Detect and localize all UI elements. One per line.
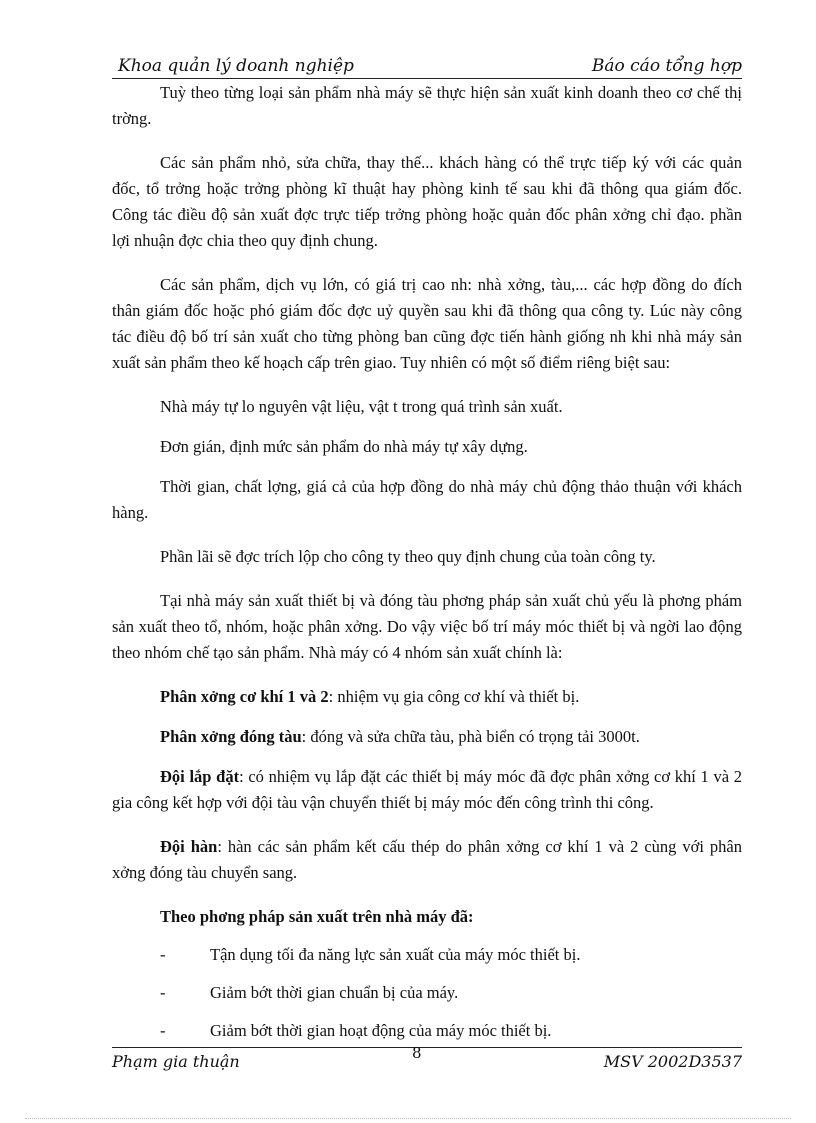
list-item (112, 1018, 742, 1044)
method-heading: Theo phơng pháp sản xuất trên nhà máy đã: (160, 907, 474, 926)
page-header (112, 54, 742, 79)
list-item (112, 942, 742, 968)
group-text: : nhiệm vụ gia công cơ khí và thiết bị. (328, 687, 580, 706)
bullet-dash: - (160, 945, 166, 964)
group-workshop-shipbuilding (112, 724, 742, 750)
page-footer (112, 1044, 742, 1074)
paragraph: Tại nhà máy sản xuất thiết bị và đóng tàu phơng pháp sản xuất chủ yếu là phơng phám sản xuất theo tổ, nhóm, hoặc phân xởng. Do vậy việc bố trí máy móc thiết bị và ngời lao động theo nhóm chế tạo sản phẩm. Nhà máy có 4 nhóm sản xuất chính là: (112, 591, 742, 662)
header-department: Khoa quản lý doanh nghiệp (118, 56, 354, 76)
group-text: : hàn các sản phẩm kết cấu thép do phân xởng cơ khí 1 và 2 cùng với phân xởng đóng tàu chuyển sang. (112, 837, 742, 882)
paragraph: Thời gian, chất lợng, giá cả của hợp đồng do nhà máy chủ động thảo thuận với khách hàng. (112, 477, 742, 522)
page-bottom-divider (25, 1118, 791, 1119)
bullet-dash: - (160, 1021, 166, 1040)
list-item (112, 980, 742, 1006)
paragraph: Phần lãi sẽ đợc trích lộp cho công ty theo quy định chung của toàn công ty. (160, 547, 656, 566)
page-number: 8 (412, 1044, 422, 1062)
paragraph: Đơn gián, định mức sản phẩm do nhà máy tự xây dựng. (160, 437, 528, 456)
group-label: Đội lắp đặt (160, 767, 240, 786)
group-installation-team (112, 764, 742, 816)
paragraph: Các sản phẩm, dịch vụ lớn, có giá trị cao nh: nhà xởng, tàu,... các hợp đồng do đích thân giám đốc hoặc phó giám đốc đợc uỷ quyền sau khi đã thông qua công ty. Lúc này công tác điều độ bố trí sản xuất cho từng phòng ban cũng đợc tiến hành giống nh khi nhà máy sản xuất sản phẩm theo kế hoạch cấp trên giao. Tuy nhiên có một số điểm riêng biệt sau: (112, 275, 742, 372)
group-text: : đóng và sửa chữa tàu, phà biển có trọng tải 3000t. (301, 727, 640, 746)
document-body (112, 80, 742, 1056)
group-label: Phân xởng đóng tàu (160, 727, 302, 746)
group-workshop-mechanical (112, 684, 742, 710)
bullet-text: Giảm bớt thời gian chuẩn bị của máy. (210, 983, 459, 1002)
header-report-title: Báo cáo tổng hợp (591, 56, 742, 76)
footer-author: Phạm gia thuận (112, 1052, 240, 1071)
group-label: Đội hàn (160, 837, 218, 856)
bullet-dash: - (160, 983, 166, 1002)
bullet-text: Tận dụng tối đa năng lực sản xuất của máy móc thiết bị. (210, 945, 581, 964)
paragraph: Tuỳ theo từng loại sản phẩm nhà máy sẽ thực hiện sản xuất kinh doanh theo cơ chế thị trờng. (112, 83, 742, 128)
paragraph: Nhà máy tự lo nguyên vật liệu, vật t trong quá trình sản xuất. (160, 397, 563, 416)
group-welding-team (112, 834, 742, 886)
footer-student-id: MSV 2002D3537 (603, 1052, 742, 1071)
group-text: : có nhiệm vụ lắp đặt các thiết bị máy móc đã đợc phân xởng cơ khí 1 và 2 gia công kết hợp với đội tàu vận chuyển thiết bị máy móc đến công trình thi công. (112, 767, 743, 812)
bullet-text: Giảm bớt thời gian hoạt động của máy móc thiết bị. (210, 1021, 552, 1040)
group-label: Phân xởng cơ khí 1 và 2 (160, 687, 329, 706)
paragraph: Các sản phẩm nhỏ, sửa chữa, thay thế... khách hàng có thể trực tiếp ký với các quản đốc, tổ trởng hoặc trởng phòng kĩ thuật hay phòng kinh tế sau khi đã thông qua giám đốc. Công tác điều độ sản xuất đợc trực tiếp trởng phòng hoặc quản đốc phân xởng chỉ đạo. phần lợi nhuận đợc chia theo quy định chung. (112, 153, 742, 250)
